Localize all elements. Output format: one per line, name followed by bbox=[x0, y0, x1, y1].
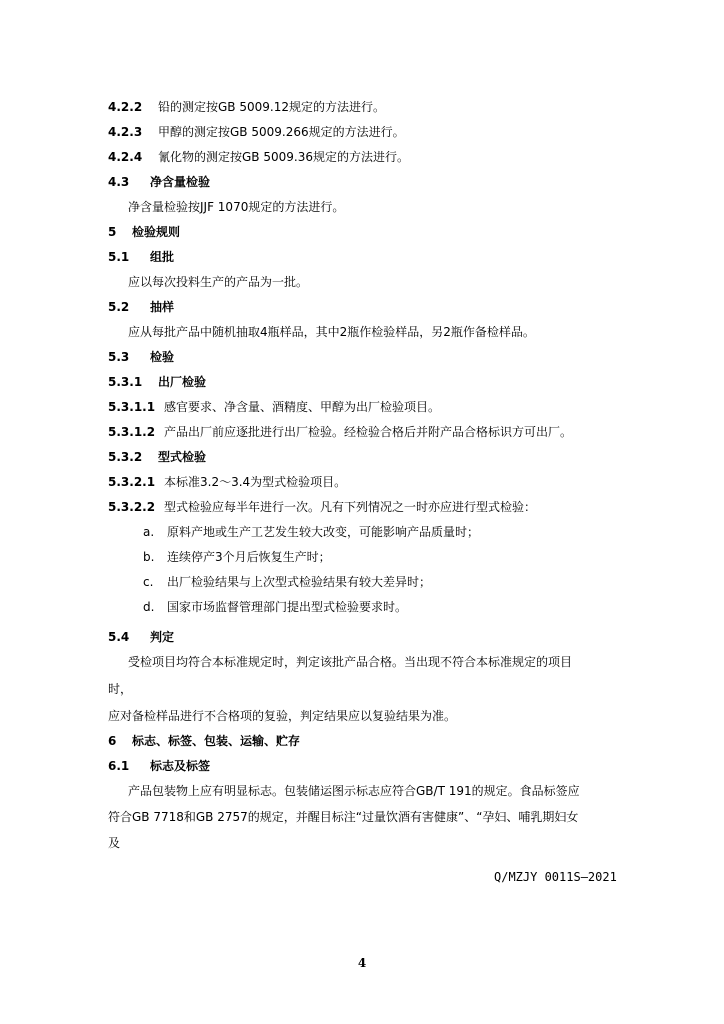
clause-5-3-1-2: 5.3.1.2 产品出厂前应逐批进行出厂检验。经检验合格后并附产品合格标识方可出厂。 bbox=[108, 425, 573, 439]
list-item-d: d. 国家市场监督管理部门提出型式检验要求时。 bbox=[143, 600, 408, 614]
paragraph: 受检项目均符合本标准规定时，判定该批产品合格。当出现不符合本标准规定的项目 bbox=[128, 655, 573, 669]
heading-6: 6 标志、标签、包装、运输、贮存 bbox=[108, 734, 301, 748]
heading-5: 5 检验规则 bbox=[108, 225, 181, 239]
heading-5-4: 5.4 判定 bbox=[108, 630, 175, 644]
heading-5-1: 5.1 组批 bbox=[108, 250, 175, 264]
paragraph: 时， bbox=[108, 682, 133, 696]
clause-4-2-2: 4.2.2 铅的测定按GB 5009.12规定的方法进行。 bbox=[108, 100, 385, 114]
heading-6-1: 6.1 标志及标签 bbox=[108, 759, 211, 773]
paragraph: 及 bbox=[108, 836, 121, 850]
heading-5-2: 5.2 抽样 bbox=[108, 300, 175, 314]
paragraph: 应以每次投料生产的产品为一批。 bbox=[128, 275, 309, 289]
paragraph: 符合GB 7718和GB 2757的规定，并醒目标注“过量饮酒有害健康”、“孕妇、哺乳期妇女 bbox=[108, 810, 579, 824]
list-item-c: c. 出厂检验结果与上次型式检验结果有较大差异时； bbox=[143, 575, 432, 589]
list-item-a: a. 原料产地或生产工艺发生较大改变，可能影响产品质量时； bbox=[143, 525, 480, 539]
clause-4-2-4: 4.2.4 氰化物的测定按GB 5009.36规定的方法进行。 bbox=[108, 150, 409, 164]
page-number: 4 bbox=[357, 956, 367, 970]
heading-5-3-1: 5.3.1 出厂检验 bbox=[108, 375, 207, 389]
list-item-b: b. 连续停产3个月后恢复生产时； bbox=[143, 550, 331, 564]
clause-5-3-1-1: 5.3.1.1 感官要求、净含量、酒精度、甲醇为出厂检验项目。 bbox=[108, 400, 441, 414]
clause-5-3-2-1: 5.3.2.1 本标准3.2～3.4为型式检验项目。 bbox=[108, 475, 347, 489]
paragraph: 净含量检验按JJF 1070规定的方法进行。 bbox=[128, 200, 345, 214]
paragraph: 应从每批产品中随机抽取4瓶样品，其中2瓶作检验样品，另2瓶作备检样品。 bbox=[128, 325, 535, 339]
heading-5-3: 5.3 检验 bbox=[108, 350, 175, 364]
standard-code: Q/MZJY 0011S—2021 bbox=[494, 870, 617, 884]
paragraph: 应对备检样品进行不合格项的复验，判定结果应以复验结果为准。 bbox=[108, 709, 457, 723]
clause-5-3-2-2: 5.3.2.2 型式检验应每半年进行一次。凡有下列情况之一时亦应进行型式检验： bbox=[108, 500, 537, 514]
paragraph: 产品包装物上应有明显标志。包装储运图示标志应符合GB/T 191的规定。食品标签应 bbox=[128, 784, 580, 798]
heading-4-3: 4.3 净含量检验 bbox=[108, 175, 211, 189]
clause-4-2-3: 4.2.3 甲醇的测定按GB 5009.266规定的方法进行。 bbox=[108, 125, 405, 139]
heading-5-3-2: 5.3.2 型式检验 bbox=[108, 450, 207, 464]
